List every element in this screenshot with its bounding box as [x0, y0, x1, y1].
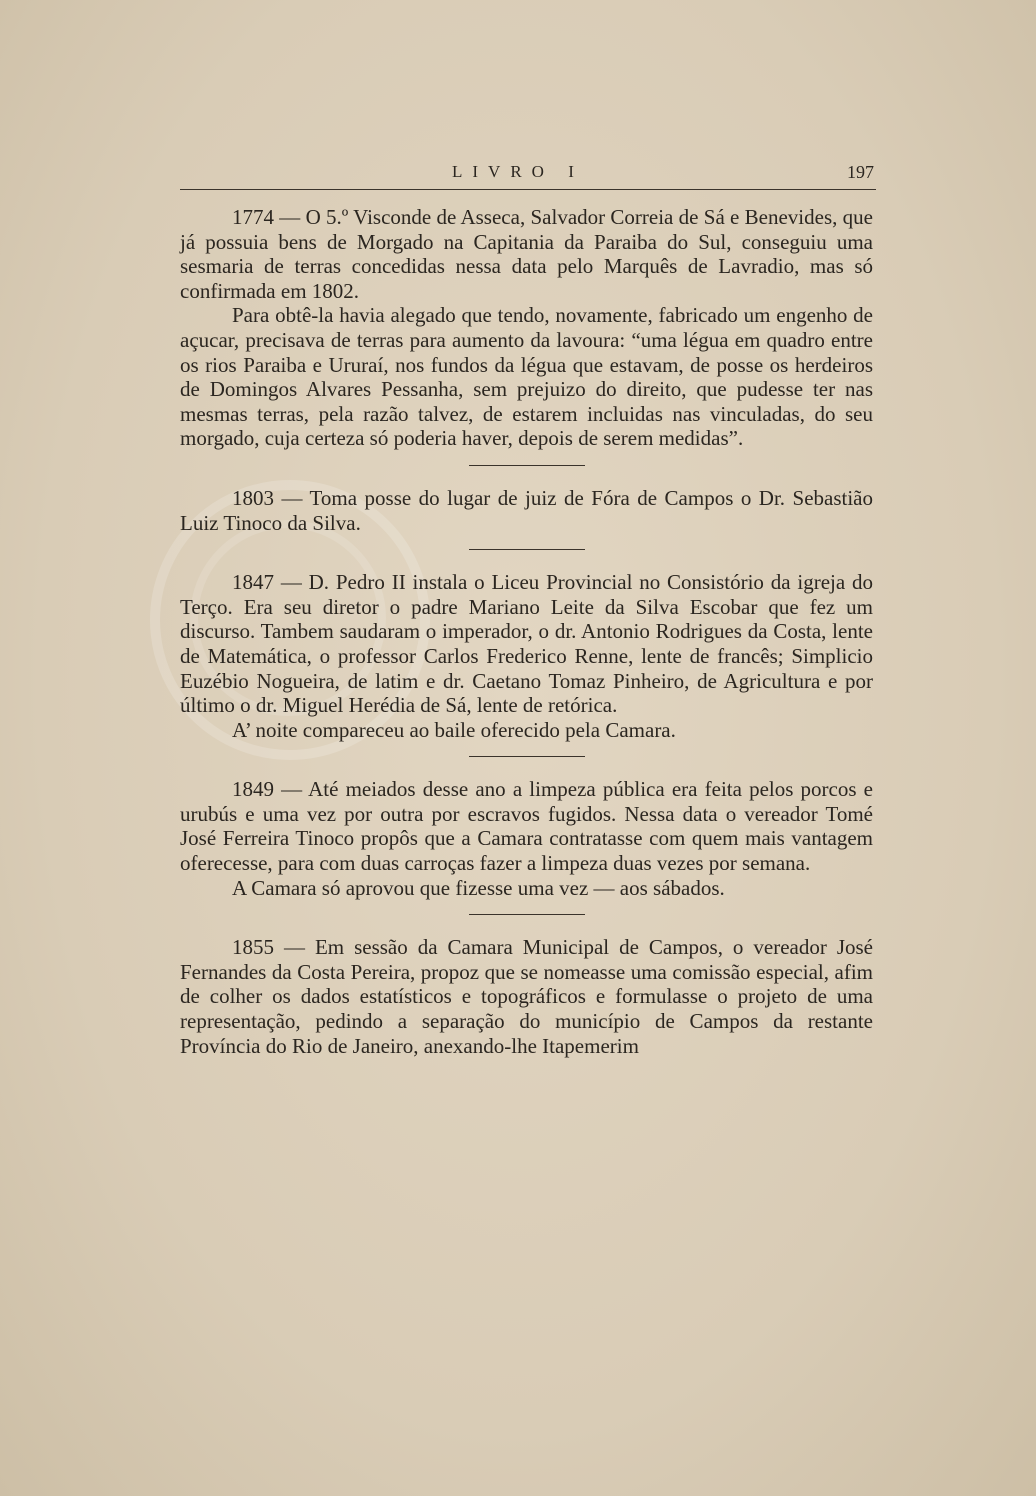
entry-1803: [180, 486, 873, 535]
header-rule: [180, 189, 876, 190]
paragraph: A’ noite compareceu ao baile oferecido pela Camara.: [232, 717, 676, 742]
page-header: [180, 162, 876, 190]
page-body: [180, 205, 873, 1058]
entry-1774: [180, 205, 873, 451]
paragraph: 1855 — Em sessão da Camara Municipal de Campos, o vereador José Fernandes da Costa Pereira, propoz que se nomeasse uma comissão especial, afim de colher os dados estatísticos e topográficos e formulasse o projeto de uma representação, pedindo a separação do município de Campos da restante Província do Rio de Janeiro, anexando-lhe Itapemerim: [180, 935, 873, 1058]
section-divider: [469, 756, 585, 757]
paragraph: 1849 — Até meiados desse ano a limpeza pública era feita pelos porcos e urubús e uma vez por outra por escravos fugidos. Nessa data o vereador Tomé José Ferreira Tinoco propôs que a Camara contratasse com quem mais vantagem oferecesse, para com duas carroças fazer a limpeza duas vezes por semana.: [180, 777, 873, 876]
section-divider: [469, 549, 585, 550]
paragraph: A Camara só aprovou que fizesse uma vez — aos sábados.: [232, 875, 725, 900]
entry-1855: [180, 935, 873, 1058]
section-divider: [469, 914, 585, 915]
paragraph: Para obtê-la havia alegado que tendo, novamente, fabricado um engenho de açucar, precisava de terras para aumento da lavoura: “uma légua em quadro entre os rios Paraiba e Ururaí, nos fundos da légua que estavam, de posse os herdeiros de Domingos Alvares Pessanha, sem prejuizo do direito, que pudesse ter nas mesmas terras, pela razão talvez, de estarem incluidas nas vinculadas, do seu morgado, cuja certeza só poderia haver, depois de serem medidas”.: [180, 303, 873, 451]
paragraph: 1803 — Toma posse do lugar de juiz de Fóra de Campos o Dr. Sebastião Luiz Tinoco da Silva.: [180, 485, 873, 535]
paragraph: 1847 — D. Pedro II instala o Liceu Provincial no Consistório da igreja do Terço. Era seu diretor o padre Mariano Leite da Silva Escobar que fez um discurso. Tambem saudaram o imperador, o dr. Antonio Rodrigues da Costa, lente de Matemática, o professor Carlos Frederico Renne, lente de francês; Simplicio Euzébio Nogueira, de latim e dr. Caetano Tomaz Pinheiro, de Agricultura e por último o dr. Miguel Herédia de Sá, lente de retórica.: [180, 570, 873, 718]
running-head: LIVRO I: [452, 162, 584, 181]
entry-1849: [180, 777, 873, 900]
section-divider: [469, 465, 585, 466]
page-number: 197: [847, 162, 874, 182]
entry-1847: [180, 570, 873, 742]
paragraph: 1774 — O 5.º Visconde de Asseca, Salvador Correia de Sá e Benevides, que já possuia bens de Morgado na Capitania da Paraiba do Sul, conseguiu uma sesmaria de terras concedidas nessa data pelo Marquês de Lavradio, mas só confirmada em 1802.: [180, 205, 873, 303]
